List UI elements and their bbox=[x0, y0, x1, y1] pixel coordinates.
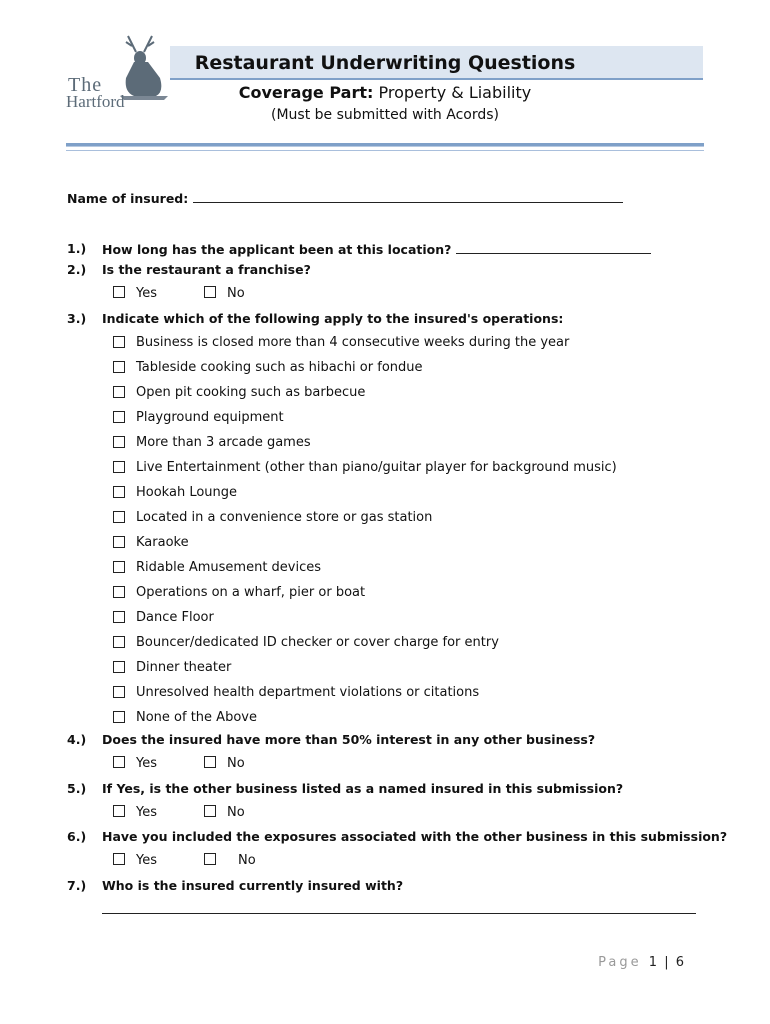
question-number: 4.) bbox=[67, 732, 87, 747]
page-current: 1 bbox=[648, 955, 658, 970]
page-separator: | bbox=[664, 955, 669, 970]
operation-label: Playground equipment bbox=[136, 410, 284, 425]
question-number: 7.) bbox=[67, 878, 87, 893]
page-total: 6 bbox=[675, 955, 684, 970]
question-number: 6.) bbox=[67, 829, 87, 844]
operation-checkbox[interactable] bbox=[113, 686, 125, 698]
operation-label: Ridable Amusement devices bbox=[136, 560, 322, 575]
yes-label: Yes bbox=[136, 756, 157, 771]
exposures-no-checkbox[interactable] bbox=[204, 853, 216, 865]
logo-hartford: Hartford bbox=[66, 92, 125, 111]
operation-checkbox[interactable] bbox=[113, 661, 125, 673]
question-2: Is the restaurant a franchise? bbox=[102, 262, 311, 277]
operation-label: Tableside cooking such as hibachi or fondue bbox=[136, 360, 423, 375]
named-insured-yes-checkbox[interactable] bbox=[113, 805, 125, 817]
operation-checkbox[interactable] bbox=[113, 461, 125, 473]
operation-checkbox[interactable] bbox=[113, 636, 125, 648]
operation-checkbox[interactable] bbox=[113, 711, 125, 723]
operation-checkbox[interactable] bbox=[113, 611, 125, 623]
operation-label: None of the Above bbox=[136, 710, 257, 725]
operation-checkbox[interactable] bbox=[113, 411, 125, 423]
operation-label: Dance Floor bbox=[136, 610, 214, 625]
operation-label: Operations on a wharf, pier or boat bbox=[136, 585, 366, 600]
yes-label: Yes bbox=[136, 853, 157, 868]
operation-checkbox[interactable] bbox=[113, 561, 125, 573]
no-label: No bbox=[227, 756, 245, 771]
question-number: 1.) bbox=[67, 241, 87, 256]
logo-the: The bbox=[68, 74, 103, 96]
yes-label: Yes bbox=[136, 805, 157, 820]
operation-label: Hookah Lounge bbox=[136, 485, 238, 500]
page-number bbox=[598, 955, 684, 970]
question-5: If Yes, is the other business listed as a named insured in this submission? bbox=[102, 781, 624, 796]
header-divider-thin bbox=[66, 150, 704, 151]
page-label: Page bbox=[598, 955, 642, 970]
operation-checkbox[interactable] bbox=[113, 586, 125, 598]
question-3: Indicate which of the following apply to the insured's operations: bbox=[102, 311, 564, 326]
location-duration-line[interactable] bbox=[456, 241, 651, 254]
hartford-logo bbox=[64, 34, 176, 114]
franchise-yes-checkbox[interactable] bbox=[113, 286, 125, 298]
question-7: Who is the insured currently insured with? bbox=[102, 878, 404, 893]
named-insured-no-checkbox[interactable] bbox=[204, 805, 216, 817]
operation-label: Dinner theater bbox=[136, 660, 232, 675]
other-business-yes-checkbox[interactable] bbox=[113, 756, 125, 768]
no-label: No bbox=[238, 853, 256, 868]
operation-label: Located in a convenience store or gas station bbox=[136, 510, 433, 525]
question-number: 5.) bbox=[67, 781, 87, 796]
name-of-insured-field[interactable] bbox=[67, 190, 623, 206]
operation-checkbox[interactable] bbox=[113, 361, 125, 373]
question-number: 3.) bbox=[67, 311, 87, 326]
operation-label: Live Entertainment (other than piano/guitar player for background music) bbox=[136, 460, 617, 475]
operation-checkbox[interactable] bbox=[113, 436, 125, 448]
operation-checkbox[interactable] bbox=[113, 486, 125, 498]
no-label: No bbox=[227, 286, 245, 301]
no-label: No bbox=[227, 805, 245, 820]
page-title: Restaurant Underwriting Questions bbox=[194, 52, 576, 74]
coverage-value: Property & Liability bbox=[378, 83, 532, 102]
franchise-no-checkbox[interactable] bbox=[204, 286, 216, 298]
operation-label: Open pit cooking such as barbecue bbox=[136, 385, 366, 400]
operation-checkbox[interactable] bbox=[113, 336, 125, 348]
operation-checkbox[interactable] bbox=[113, 536, 125, 548]
question-1 bbox=[102, 241, 651, 257]
name-of-insured-label: Name of insured: bbox=[67, 191, 189, 206]
coverage-label: Coverage Part: bbox=[238, 83, 374, 102]
operation-label: More than 3 arcade games bbox=[136, 435, 311, 450]
operation-label: Unresolved health department violations or citations bbox=[136, 685, 480, 700]
exposures-yes-checkbox[interactable] bbox=[113, 853, 125, 865]
operation-label: Karaoke bbox=[136, 535, 189, 550]
operation-label: Bouncer/dedicated ID checker or cover charge for entry bbox=[136, 635, 499, 650]
header-divider bbox=[66, 143, 704, 147]
coverage-part bbox=[170, 83, 600, 102]
operation-label: Business is closed more than 4 consecutive weeks during the year bbox=[136, 335, 570, 350]
question-number: 2.) bbox=[67, 262, 87, 277]
other-business-no-checkbox[interactable] bbox=[204, 756, 216, 768]
yes-label: Yes bbox=[136, 286, 157, 301]
question-4: Does the insured have more than 50% interest in any other business? bbox=[102, 732, 596, 747]
operation-checkbox[interactable] bbox=[113, 511, 125, 523]
current-insurer-line[interactable] bbox=[102, 913, 696, 914]
question-text: How long has the applicant been at this location? bbox=[102, 242, 452, 257]
name-of-insured-line[interactable] bbox=[193, 190, 623, 203]
question-6: Have you included the exposures associated with the other business in this submission? bbox=[102, 829, 728, 844]
operation-checkbox[interactable] bbox=[113, 386, 125, 398]
submit-note: (Must be submitted with Acords) bbox=[270, 107, 499, 123]
